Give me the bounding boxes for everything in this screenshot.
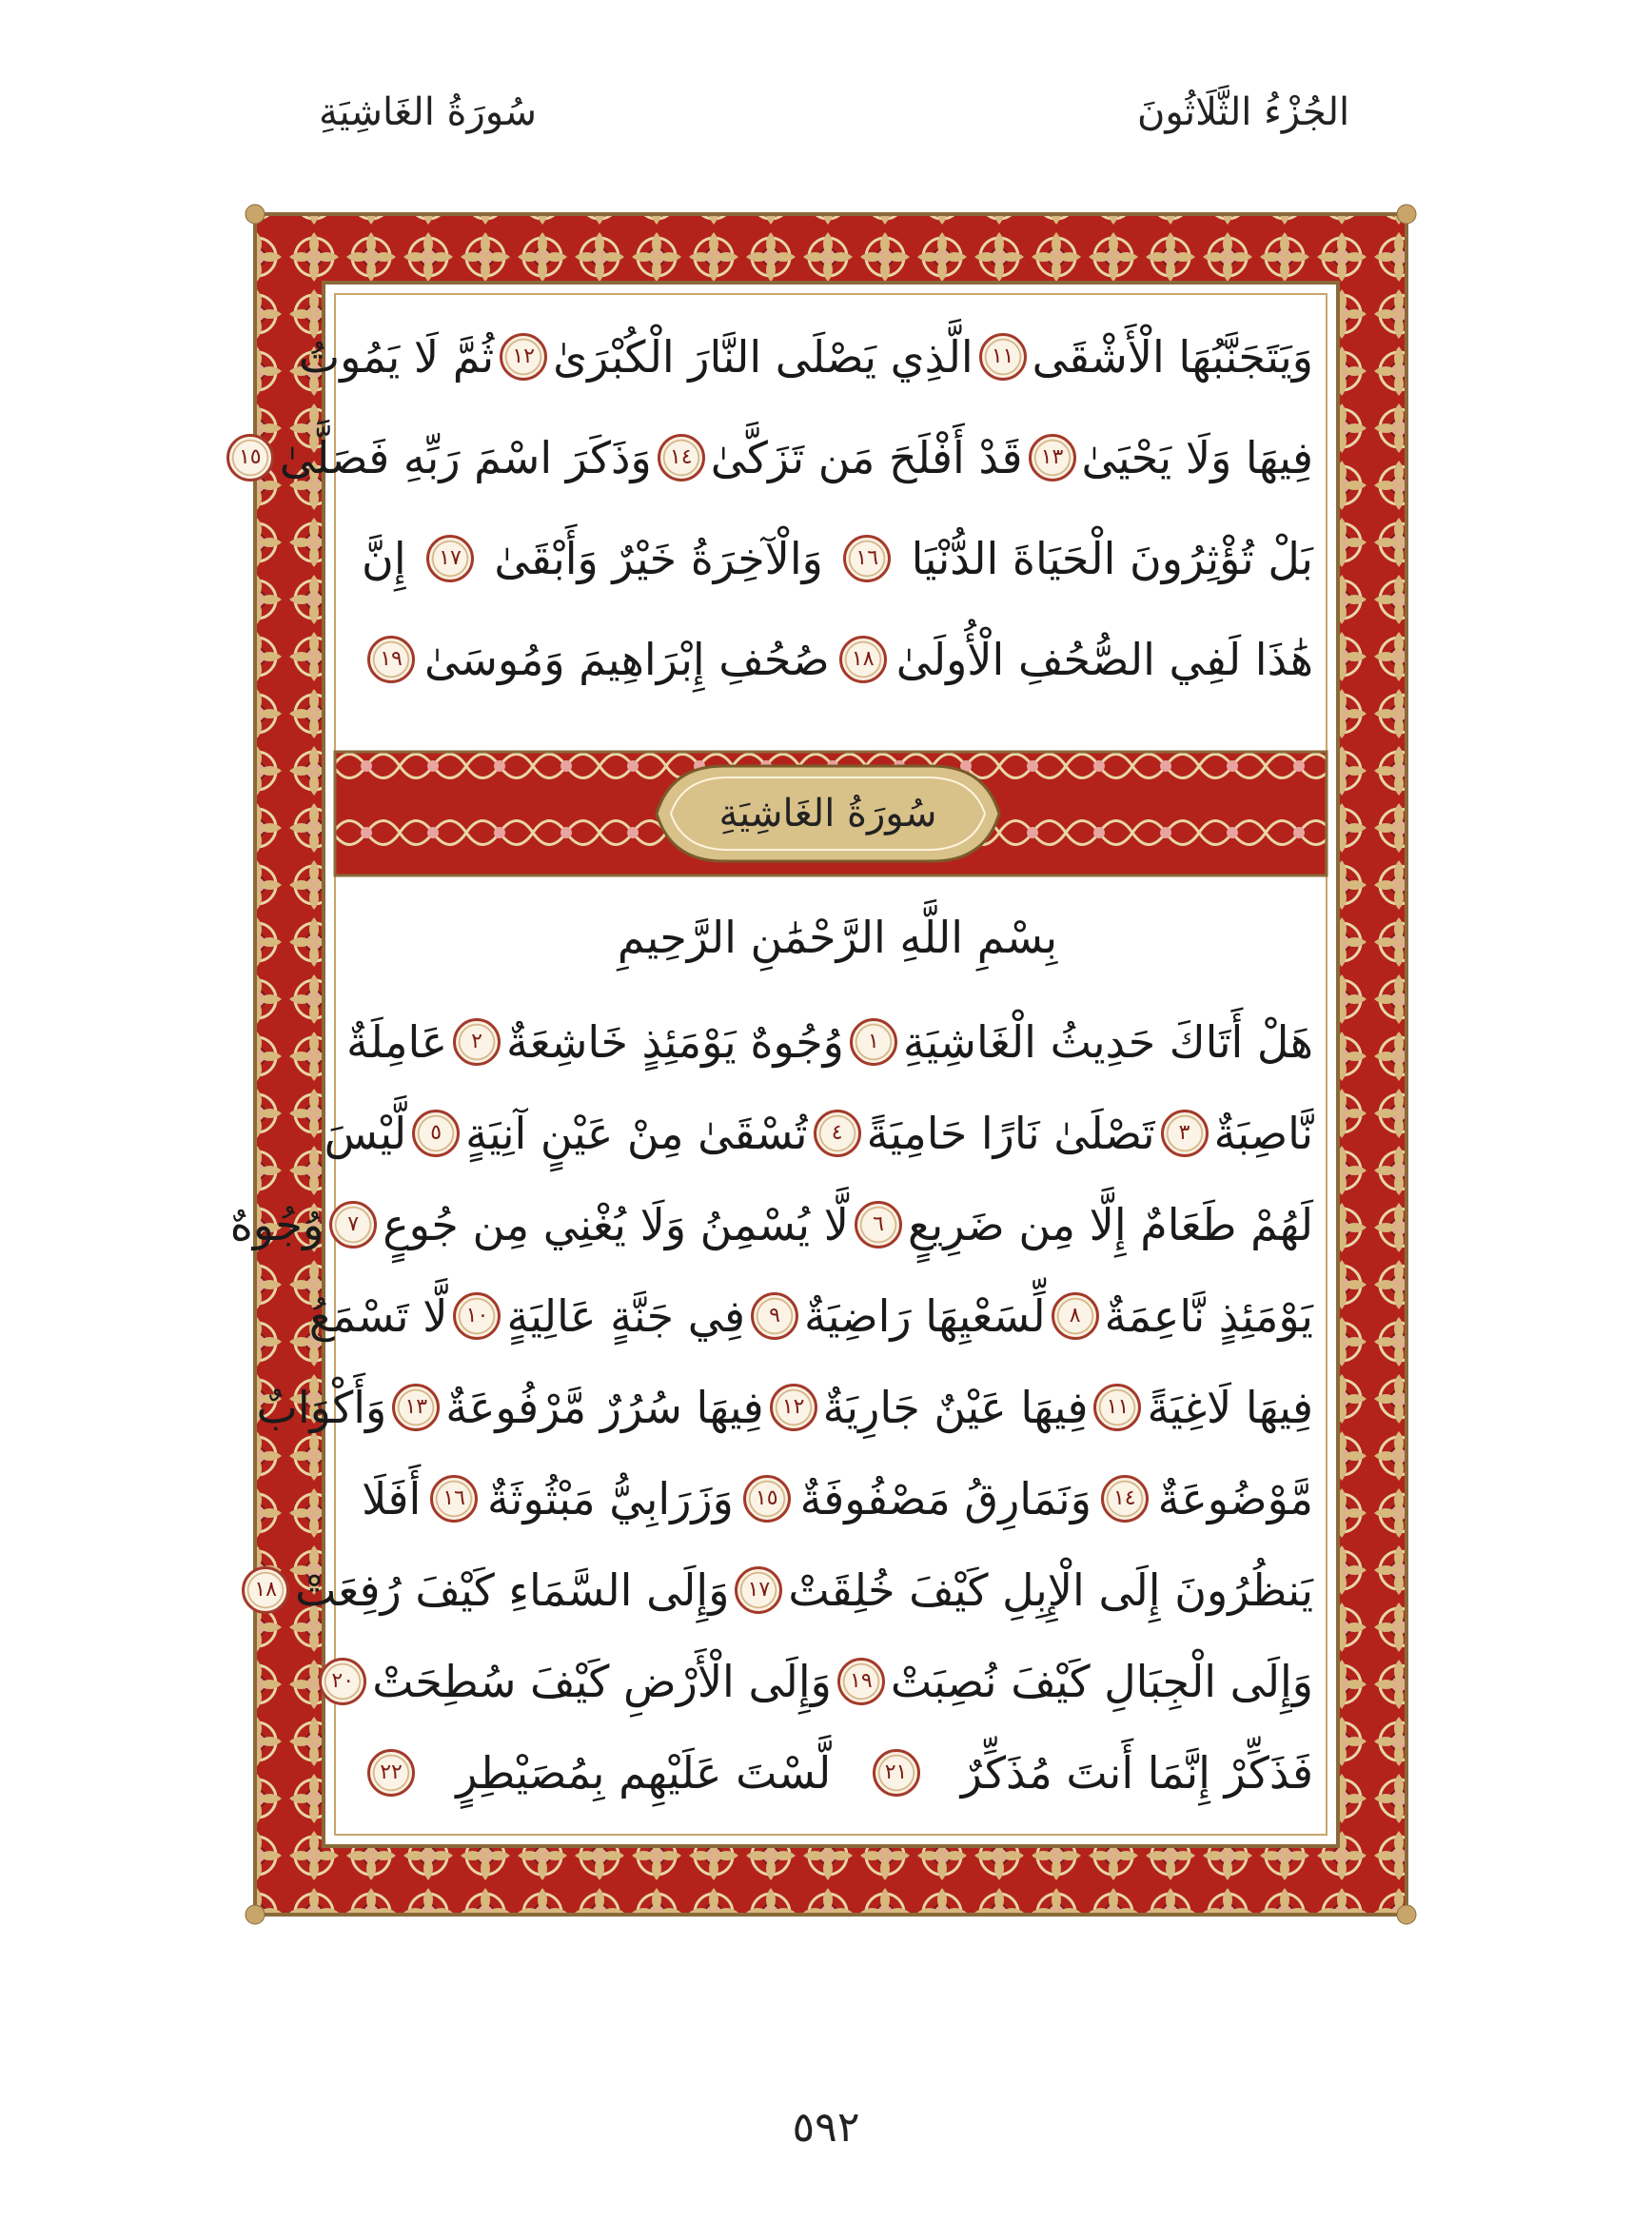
juz-header: الجُزْءُ الثَّلَاثُونَ bbox=[1137, 90, 1350, 134]
verse-text: وَيَتَجَنَّبُهَا الْأَشْقَى bbox=[1032, 331, 1313, 383]
ayah-number-marker: ١٢ bbox=[500, 333, 547, 381]
verse-text: لَّسْتَ عَلَيْهِم بِمُصَيْطِرٍ bbox=[456, 1747, 832, 1799]
verse-text: إِنَّ bbox=[362, 533, 406, 584]
ayah-number-marker: ١٦ bbox=[430, 1475, 478, 1523]
verse-line bbox=[362, 516, 1313, 601]
ayah-number-marker: ١٧ bbox=[426, 535, 474, 582]
verse-text: صُحُفِ إِبْرَاهِيمَ وَمُوسَىٰ bbox=[424, 634, 830, 685]
verse-text: فِيهَا عَيْنٌ جَارِيَةٌ bbox=[822, 1382, 1089, 1433]
verse-text: أَفَلَا bbox=[362, 1473, 422, 1524]
ayah-number-marker: ٨ bbox=[1052, 1292, 1099, 1340]
ayah-number-marker: ١ bbox=[850, 1018, 897, 1066]
ayah-number-marker: ١٢ bbox=[770, 1384, 817, 1431]
bismillah: بِسْمِ اللَّهِ الرَّحْمَٰنِ الرَّحِيمِ bbox=[617, 912, 1058, 963]
ayah-number-marker: ١٠ bbox=[453, 1292, 501, 1340]
ayah-number-marker: ٤ bbox=[814, 1110, 861, 1157]
verse-line bbox=[308, 1273, 1313, 1359]
ayah-number-marker: ١٩ bbox=[837, 1658, 885, 1705]
verse-text: الَّذِي يَصْلَى النَّارَ الْكُبْرَىٰ bbox=[553, 331, 974, 383]
verse-text: يَوْمَئِذٍ نَّاعِمَةٌ bbox=[1104, 1290, 1313, 1342]
verse-line bbox=[298, 314, 1313, 400]
ayah-number-marker: ٥ bbox=[412, 1110, 460, 1157]
ayah-number-marker: ٢٠ bbox=[319, 1658, 366, 1705]
verse-text: وَإِلَى الْجِبَالِ كَيْفَ نُصِبَتْ bbox=[890, 1656, 1313, 1707]
ayah-number-marker: ١٨ bbox=[242, 1566, 289, 1614]
ayah-number-marker: ٣ bbox=[1161, 1110, 1209, 1157]
ayah-number-marker: ١٧ bbox=[735, 1566, 782, 1614]
verse-text: لِّسَعْيِهَا رَاضِيَةٌ bbox=[804, 1290, 1046, 1342]
verse-text: لَهُمْ طَعَامٌ إِلَّا مِن ضَرِيعٍ bbox=[907, 1199, 1313, 1250]
ayah-number-marker: ٧ bbox=[329, 1201, 377, 1249]
verse-text: فِي جَنَّةٍ عَالِيَةٍ bbox=[506, 1290, 746, 1342]
verse-text: مَّوْضُوعَةٌ bbox=[1157, 1473, 1313, 1524]
verse-text: لَّا تَسْمَعُ bbox=[308, 1290, 448, 1342]
verse-line bbox=[256, 1365, 1313, 1450]
ayah-number-marker: ٦ bbox=[855, 1201, 902, 1249]
verse-text: وَزَرَابِيُّ مَبْثُوثَةٌ bbox=[487, 1473, 734, 1524]
verse-text: وَالْآخِرَةُ خَيْرٌ وَأَبْقَىٰ bbox=[494, 533, 823, 584]
ayah-number-marker: ١٤ bbox=[658, 434, 705, 482]
ayah-number-marker: ٩ bbox=[751, 1292, 798, 1340]
verse-text: فَذَكِّرْ إِنَّمَا أَنتَ مُذَكِّرٌ bbox=[960, 1747, 1313, 1799]
verse-text: هَلْ أَتَاكَ حَدِيثُ الْغَاشِيَةِ bbox=[902, 1016, 1313, 1068]
ayah-number-marker: ٢١ bbox=[873, 1749, 920, 1797]
verse-text: نَّاصِبَةٌ bbox=[1213, 1108, 1313, 1159]
ayah-number-marker: ٢٢ bbox=[367, 1749, 415, 1797]
verse-line bbox=[362, 617, 1313, 702]
verse-text: يَنظُرُونَ إِلَى الْإِبِلِ كَيْفَ خُلِقَتْ bbox=[788, 1564, 1313, 1616]
verse-text: وَنَمَارِقُ مَصْفُوفَةٌ bbox=[799, 1473, 1092, 1524]
ayah-number-marker: ١٦ bbox=[843, 535, 891, 582]
verse-text: وَإِلَى السَّمَاءِ كَيْفَ رُفِعَتْ bbox=[295, 1564, 730, 1616]
ayah-number-marker: ١٩ bbox=[367, 636, 415, 683]
ayah-number-marker: ١٤ bbox=[1101, 1475, 1149, 1523]
verse-text: تُسْقَىٰ مِنْ عَيْنٍ آنِيَةٍ bbox=[465, 1108, 808, 1159]
verse-text: وُجُوهٌ bbox=[229, 1199, 324, 1250]
verse-text: وَأَكْوَابٌ bbox=[256, 1382, 387, 1433]
ayah-number-marker: ٢ bbox=[453, 1018, 501, 1066]
verse-text: فِيهَا سُرُرٌ مَّرْفُوعَةٌ bbox=[445, 1382, 764, 1433]
verse-line bbox=[362, 1730, 1313, 1816]
ayah-number-marker: ١١ bbox=[979, 333, 1027, 381]
verse-line bbox=[346, 999, 1313, 1085]
verse-text: وَإِلَى الْأَرْضِ كَيْفَ سُطِحَتْ bbox=[372, 1656, 832, 1707]
verse-text: قَدْ أَفْلَحَ مَن تَزَكَّىٰ bbox=[710, 432, 1023, 483]
verse-text: تَصْلَىٰ نَارًا حَامِيَةً bbox=[866, 1108, 1155, 1159]
surah-running-header: سُورَةُ الغَاشِيَةِ bbox=[319, 90, 537, 134]
ayah-number-marker: ١٥ bbox=[743, 1475, 791, 1523]
verse-line bbox=[238, 415, 1313, 501]
verse-text: ثُمَّ لَا يَمُوتُ bbox=[298, 331, 495, 383]
ayah-number-marker: ١٥ bbox=[226, 434, 274, 482]
ayah-number-marker: ١٨ bbox=[839, 636, 887, 683]
verse-text: عَامِلَةٌ bbox=[346, 1016, 448, 1068]
ayah-number-marker: ١١ bbox=[1093, 1384, 1141, 1431]
verse-line bbox=[324, 1091, 1313, 1176]
verse-text: بَلْ تُؤْثِرُونَ الْحَيَاةَ الدُّنْيَا bbox=[911, 533, 1313, 584]
verse-text: فِيهَا وَلَا يَحْيَىٰ bbox=[1081, 432, 1313, 483]
verse-text: لَّيْسَ bbox=[324, 1108, 407, 1159]
ayah-number-marker: ١٣ bbox=[392, 1384, 440, 1431]
surah-title: سُورَةُ الغَاشِيَةِ bbox=[718, 792, 937, 836]
verse-text: فِيهَا لَاغِيَةً bbox=[1147, 1382, 1313, 1433]
verse-text: وُجُوهٌ يَوْمَئِذٍ خَاشِعَةٌ bbox=[506, 1016, 844, 1068]
verse-line bbox=[254, 1547, 1313, 1633]
verse-line bbox=[229, 1182, 1313, 1268]
verse-text: لَّا يُسْمِنُ وَلَا يُغْنِي مِن جُوعٍ bbox=[383, 1199, 849, 1250]
verse-text: وَذَكَرَ اسْمَ رَبِّهِ فَصَلَّىٰ bbox=[279, 432, 652, 483]
verse-line bbox=[362, 1456, 1313, 1542]
page-number: ٥٩٢ bbox=[792, 2103, 860, 2152]
ayah-number-marker: ١٣ bbox=[1029, 434, 1076, 482]
verse-text: هَٰذَا لَفِي الصُّحُفِ الْأُولَىٰ bbox=[895, 634, 1313, 685]
verse-line bbox=[331, 1639, 1313, 1724]
